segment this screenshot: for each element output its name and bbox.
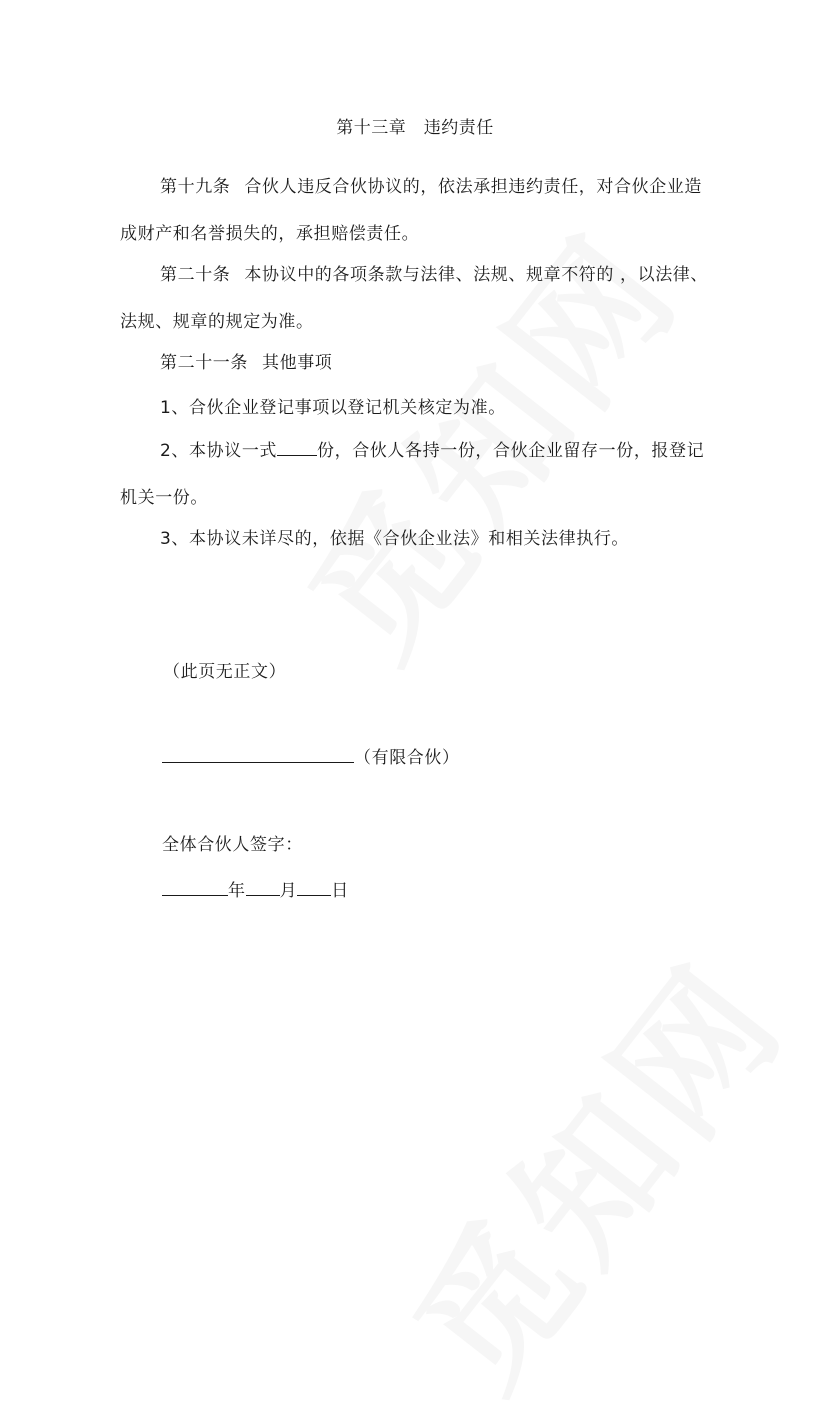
item-2 xyxy=(120,428,710,522)
article-21 xyxy=(120,340,710,387)
date-line xyxy=(162,876,349,901)
year-label: 年 xyxy=(228,881,246,901)
item-2-suffix: 份，合伙人各持一份，合伙企业留存一份，报登记机关一份。 xyxy=(120,441,705,508)
article-label: 第十九条 xyxy=(160,177,231,197)
article-label: 第二十一条 xyxy=(160,353,248,373)
item-1: 1、合伙企业登记事项以登记机关核定为准。 xyxy=(160,398,506,418)
watermark xyxy=(357,912,823,1423)
copies-blank-field[interactable] xyxy=(277,437,317,456)
no-text-note: （此页无正文） xyxy=(163,662,287,682)
article-label: 第二十条 xyxy=(160,265,231,285)
company-suffix: （有限合伙） xyxy=(354,748,460,768)
article-text: 其他事项 xyxy=(262,353,333,373)
article-20 xyxy=(120,252,710,346)
month-blank-field[interactable] xyxy=(246,877,280,896)
day-blank-field[interactable] xyxy=(297,877,331,896)
signature-label: 全体合伙人签字： xyxy=(162,835,303,855)
year-blank-field[interactable] xyxy=(162,877,228,896)
month-label: 月 xyxy=(279,881,298,901)
day-label: 日 xyxy=(331,881,349,901)
company-name-blank-field[interactable] xyxy=(162,744,354,763)
company-name-line xyxy=(162,743,460,768)
article-text: 合伙人违反合伙协议的，依法承担违约责任，对合伙企业造成财产和名誉损失的，承担赔偿责任。 xyxy=(120,177,703,244)
item-2-prefix: 2、本协议一式 xyxy=(160,441,278,461)
item-3: 3、本协议未详尽的，依据《合伙企业法》和相关法律执行。 xyxy=(160,529,630,549)
article-text: 本协议中的各项条款与法律、法规、规章不符的 ，以法律、法规、规章的规定为准。 xyxy=(120,265,709,332)
article-19 xyxy=(120,164,710,258)
chapter-title: 第十三章 违约责任 xyxy=(336,118,494,138)
